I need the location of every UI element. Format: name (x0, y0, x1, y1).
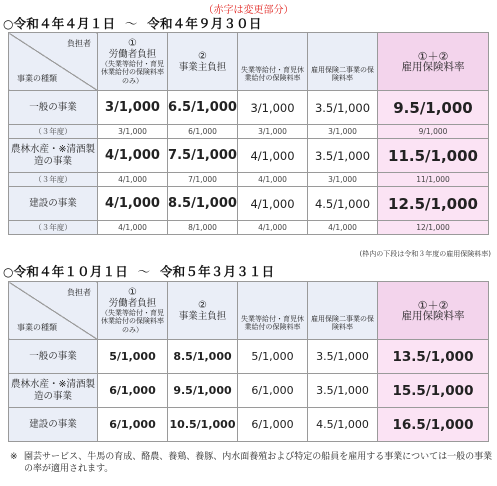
table-2-corner (9, 282, 98, 340)
cell-kyufu: 6/1,000 (238, 408, 308, 442)
table-row-prev (9, 221, 489, 235)
header-kyufu (238, 308, 308, 340)
cell-kyufu: 5/1,000 (238, 340, 308, 374)
cell-worker: 3/1,000 (98, 91, 168, 125)
header-kyufu (238, 59, 308, 91)
header-total-num: ①＋② (417, 49, 449, 63)
row-prev-label: （３年度） (9, 221, 98, 235)
header-total (378, 33, 489, 91)
footnote (10, 451, 494, 475)
corner-top-label: 負担者 (67, 288, 91, 297)
header-total-title: 雇用保険料率 (401, 60, 465, 73)
cell-prev-employer: 8/1,000 (168, 221, 238, 235)
period-1-bullet: ○ (3, 17, 14, 31)
header-employer (168, 282, 238, 340)
period-2-to: 令和５年３月３１日 (159, 264, 275, 279)
cell-prev-niji: 3/1,000 (308, 173, 378, 187)
row-category: 一般の事業 (9, 340, 98, 374)
cell-niji: 3.5/1,000 (308, 340, 378, 374)
corner-top-label: 負担者 (67, 39, 91, 48)
cell-total: 11.5/1,000 (378, 139, 489, 173)
header-total-num: ①＋② (417, 298, 449, 312)
cell-prev-employer: 7/1,000 (168, 173, 238, 187)
cell-employer: 8.5/1,000 (168, 187, 238, 221)
cell-prev-kyufu: 3/1,000 (238, 125, 308, 139)
cell-worker: 6/1,000 (98, 408, 168, 442)
header-kyufu-label: 失業等給付・育児休業給付の保険料率 (241, 314, 304, 332)
cell-prev-worker: 4/1,000 (98, 221, 168, 235)
table-row-prev (9, 125, 489, 139)
cell-niji: 3.5/1,000 (308, 374, 378, 408)
header-worker-num: ① (128, 286, 137, 298)
cell-worker: 5/1,000 (98, 340, 168, 374)
cell-prev-kyufu: 4/1,000 (238, 221, 308, 235)
cell-kyufu: 3/1,000 (238, 91, 308, 125)
cell-employer: 8.5/1,000 (168, 340, 238, 374)
table-row (9, 340, 489, 374)
cell-kyufu: 4/1,000 (238, 187, 308, 221)
prev-year-note: (枠内の下段は令和３年度の雇用保険料率) (359, 250, 491, 258)
header-employer (168, 33, 238, 91)
header-total-title: 雇用保険料率 (401, 309, 465, 322)
cell-total: 12.5/1,000 (378, 187, 489, 221)
row-category: 農林水産・※清酒製造の事業 (9, 139, 98, 173)
cell-prev-worker: 4/1,000 (98, 173, 168, 187)
period-2-title (3, 262, 274, 280)
header-niji-label: 雇用保険二事業の保険料率 (311, 65, 374, 83)
cell-employer: 6.5/1,000 (168, 91, 238, 125)
row-category: 建設の事業 (9, 187, 98, 221)
header-worker (98, 33, 168, 91)
footnote-mark: ※ (10, 452, 18, 462)
rate-table-1 (8, 32, 489, 235)
table-row-prev (9, 173, 489, 187)
header-niji (308, 308, 378, 340)
header-worker (98, 282, 168, 340)
cell-prev-total: 11/1,000 (378, 173, 489, 187)
cell-prev-worker: 3/1,000 (98, 125, 168, 139)
row-prev-label: （３年度） (9, 125, 98, 139)
rate-table-2 (8, 281, 489, 442)
footnote-text: 園芸サービス、牛馬の育成、酪農、養鶏、養豚、内水面養殖および特定の船員を雇用する事業については一般の事業の率が適用されます。 (24, 452, 493, 474)
cell-total: 9.5/1,000 (378, 91, 489, 125)
cell-prev-employer: 6/1,000 (168, 125, 238, 139)
cell-employer: 10.5/1,000 (168, 408, 238, 442)
header-employer-num: ② (198, 50, 207, 62)
cell-prev-kyufu: 4/1,000 (238, 173, 308, 187)
header-worker-note: （失業等給付・育児休業給付の保険料率のみ） (101, 308, 164, 334)
header-employer-title: 事業主負担 (178, 310, 227, 322)
header-niji (308, 59, 378, 91)
cell-worker: 4/1,000 (98, 187, 168, 221)
cell-employer: 9.5/1,000 (168, 374, 238, 408)
cell-employer: 7.5/1,000 (168, 139, 238, 173)
period-1-from: 令和４年４月１日 (13, 16, 116, 31)
table-row (9, 187, 489, 221)
table-1-corner (9, 33, 98, 91)
cell-niji: 3.5/1,000 (308, 139, 378, 173)
row-prev-label: （３年度） (9, 173, 98, 187)
corner-bottom-label: 事業の種類 (17, 323, 57, 332)
period-1-to: 令和４年９月３０日 (147, 16, 262, 31)
period-2-bullet: ○ (3, 265, 14, 279)
header-employer-num: ② (198, 299, 207, 311)
row-category: 農林水産・※清酒製造の事業 (9, 374, 98, 408)
header-worker-note: （失業等給付・育児休業給付の保険料率のみ） (101, 59, 164, 85)
cell-total: 15.5/1,000 (378, 374, 489, 408)
changes-note: （赤字は変更部分） (203, 5, 294, 16)
table-row (9, 91, 489, 125)
cell-worker: 4/1,000 (98, 139, 168, 173)
cell-prev-total: 9/1,000 (378, 125, 489, 139)
header-worker-title: 労働者負担 (108, 297, 157, 309)
period-2-from: 令和４年１０月１日 (13, 264, 128, 279)
cell-worker: 6/1,000 (98, 374, 168, 408)
period-1-title (3, 14, 262, 32)
row-category: 建設の事業 (9, 408, 98, 442)
header-employer-title: 事業主負担 (178, 61, 227, 73)
cell-prev-niji: 4/1,000 (308, 221, 378, 235)
header-worker-num: ① (128, 37, 137, 49)
header-niji-label: 雇用保険二事業の保険料率 (311, 314, 374, 332)
table-row (9, 139, 489, 173)
cell-prev-niji: 3/1,000 (308, 125, 378, 139)
header-worker-title: 労働者負担 (108, 48, 157, 60)
row-category: 一般の事業 (9, 91, 98, 125)
table-row (9, 408, 489, 442)
header-kyufu-top (238, 33, 308, 59)
cell-total: 16.5/1,000 (378, 408, 489, 442)
cell-kyufu: 6/1,000 (238, 374, 308, 408)
header-niji-top (308, 282, 378, 308)
header-total (378, 282, 489, 340)
cell-niji: 4.5/1,000 (308, 408, 378, 442)
header-kyufu-label: 失業等給付・育児休業給付の保険料率 (241, 65, 304, 83)
cell-kyufu: 4/1,000 (238, 139, 308, 173)
period-1-sep: ～ (124, 16, 138, 31)
cell-niji: 3.5/1,000 (308, 91, 378, 125)
cell-niji: 4.5/1,000 (308, 187, 378, 221)
header-kyufu-top (238, 282, 308, 308)
table-row (9, 374, 489, 408)
header-niji-top (308, 33, 378, 59)
cell-total: 13.5/1,000 (378, 340, 489, 374)
cell-prev-total: 12/1,000 (378, 221, 489, 235)
corner-bottom-label: 事業の種類 (17, 74, 57, 83)
period-2-sep: ～ (137, 264, 151, 279)
